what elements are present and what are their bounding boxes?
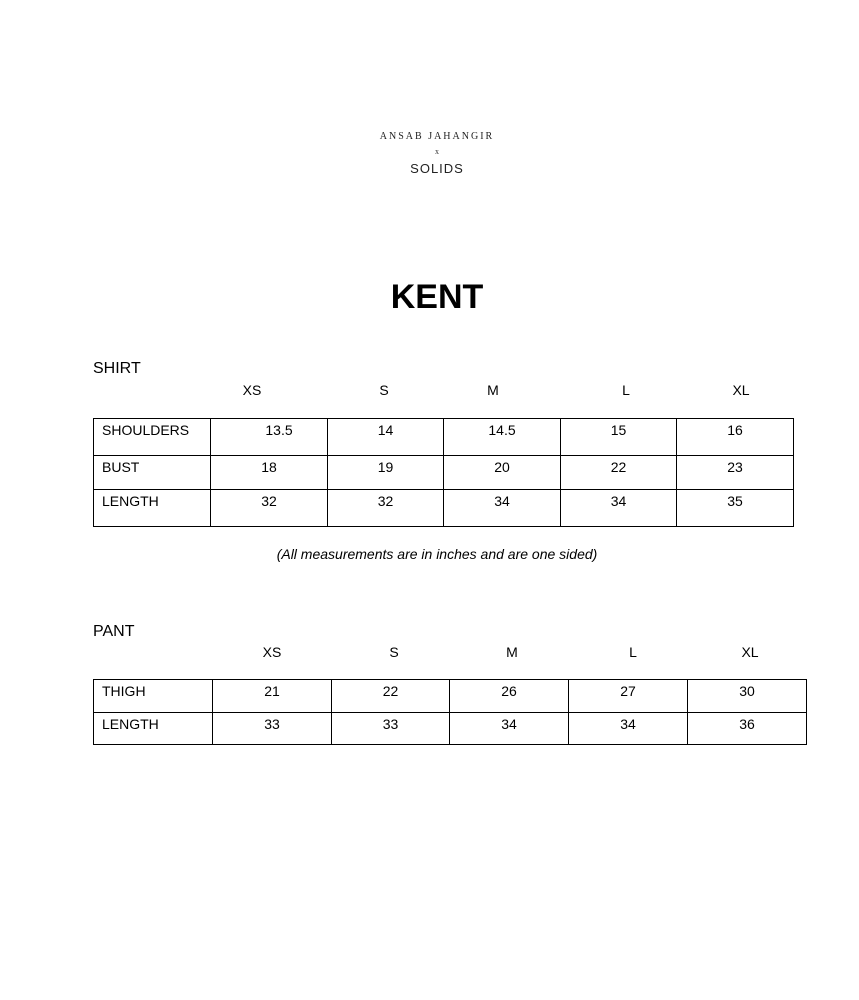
table-cell: 36 — [688, 713, 807, 745]
row-label: BUST — [94, 456, 211, 490]
table-cell: 20 — [444, 456, 561, 490]
pant-size-label-s: S — [389, 644, 399, 660]
brand-sub-name: SOLIDS — [410, 161, 464, 176]
table-cell: 19 — [328, 456, 444, 490]
row-label: SHOULDERS — [94, 419, 211, 456]
row-label: LENGTH — [94, 713, 213, 745]
row-label: THIGH — [94, 680, 213, 713]
shirt-size-label-l: L — [622, 382, 630, 398]
measurement-note: (All measurements are in inches and are one sided) — [276, 546, 598, 562]
table-cell: 27 — [569, 680, 688, 713]
table-cell: 16 — [677, 419, 794, 456]
pant-size-label-xl: XL — [741, 644, 759, 660]
table-cell: 13.5 — [211, 419, 328, 456]
table-cell: 32 — [211, 490, 328, 527]
pant-size-label-l: L — [629, 644, 637, 660]
table-cell: 33 — [213, 713, 332, 745]
shirt-measurement-table — [93, 418, 794, 527]
table-cell: 34 — [444, 490, 561, 527]
table-row-length — [94, 490, 794, 527]
table-cell: 18 — [211, 456, 328, 490]
shirt-section-title: SHIRT — [93, 360, 141, 377]
row-label: LENGTH — [94, 490, 211, 527]
table-row-bust — [94, 456, 794, 490]
shirt-size-label-xl: XL — [732, 382, 750, 398]
page-title: KENT — [390, 278, 484, 316]
shirt-size-label-m: M — [487, 382, 499, 398]
table-cell: 35 — [677, 490, 794, 527]
table-cell: 26 — [450, 680, 569, 713]
table-row-shoulders — [94, 419, 794, 456]
table-cell: 14 — [328, 419, 444, 456]
table-cell: 23 — [677, 456, 794, 490]
table-row-length — [94, 713, 807, 745]
brand-collab-x: x — [435, 147, 439, 156]
table-cell: 14.5 — [444, 419, 561, 456]
pant-measurement-table — [93, 679, 807, 745]
table-cell: 21 — [213, 680, 332, 713]
pant-size-label-m: M — [506, 644, 518, 660]
table-cell: 30 — [688, 680, 807, 713]
shirt-size-label-xs: XS — [242, 382, 262, 398]
brand-name: ANSAB JAHANGIR — [379, 131, 495, 142]
table-row-thigh — [94, 680, 807, 713]
table-cell: 22 — [561, 456, 677, 490]
pant-size-label-xs: XS — [262, 644, 282, 660]
table-cell: 15 — [561, 419, 677, 456]
table-cell: 34 — [450, 713, 569, 745]
table-cell: 34 — [569, 713, 688, 745]
shirt-size-label-s: S — [379, 382, 389, 398]
table-cell: 22 — [332, 680, 450, 713]
pant-section-title: PANT — [93, 623, 135, 640]
table-cell: 33 — [332, 713, 450, 745]
table-cell: 32 — [328, 490, 444, 527]
table-cell: 34 — [561, 490, 677, 527]
